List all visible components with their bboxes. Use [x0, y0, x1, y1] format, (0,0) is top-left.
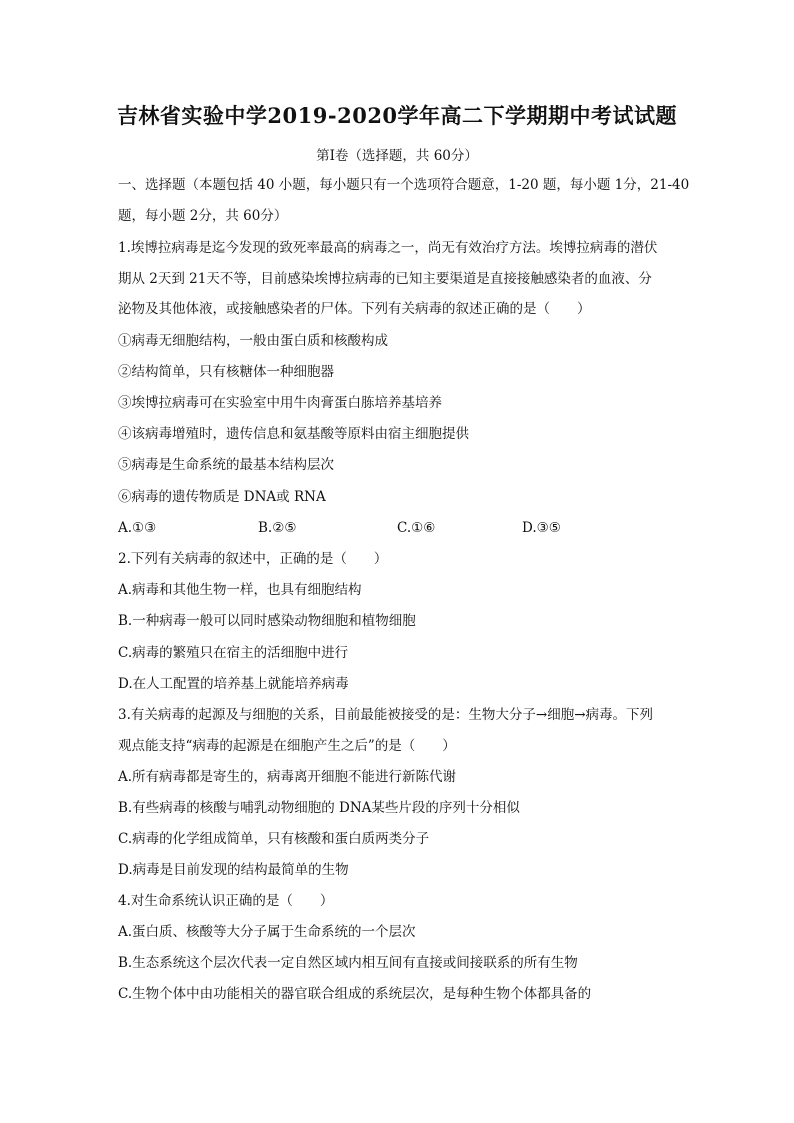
question-1-stem-line-1: 1.埃博拉病毒是迄今发现的致死率最高的病毒之一，尚无有效治疗方法。埃博拉病毒的潜伏	[118, 240, 658, 256]
question-2-option-b: B.一种病毒一般可以同时感染动物细胞和植物细胞	[118, 613, 416, 629]
question-1-option-c: C.①⑥	[397, 520, 436, 536]
question-1-option-b: B.②⑤	[258, 520, 297, 536]
question-1-statement-5: ⑤病毒是生命系统的最基本结构层次	[118, 457, 334, 473]
question-3-stem-line-2: 观点能支持“病毒的起源是在细胞产生之后”的是（ ）	[118, 738, 456, 754]
section-instructions-line-2: 题，每小题 2分，共 60分）	[118, 208, 288, 224]
question-3-stem-line-1: 3.有关病毒的起源及与细胞的关系，目前最能被接受的是：生物大分子→细胞→病毒。下列	[118, 707, 654, 723]
question-2-option-c: C.病毒的繁殖只在宿主的活细胞中进行	[118, 645, 349, 661]
question-3-option-c: C.病毒的化学组成简单，只有核酸和蛋白质两类分子	[118, 831, 430, 847]
question-1-option-d: D.③⑤	[522, 520, 561, 536]
question-4-option-c: C.生物个体中由功能相关的器官联合组成的系统层次，是每种生物个体都具备的	[118, 986, 592, 1002]
question-2-option-d: D.在人工配置的培养基上就能培养病毒	[118, 676, 349, 692]
question-1-option-a: A.①③	[118, 520, 157, 536]
question-2-option-a: A.病毒和其他生物一样，也具有细胞结构	[118, 582, 362, 598]
question-1-stem-line-2: 期从 2天到 21天不等，目前感染埃博拉病毒的已知主要渠道是直接接触感染者的血液、分	[118, 271, 652, 287]
question-4-stem: 4.对生命系统认识正确的是（ ）	[118, 893, 334, 909]
question-3-option-a: A.所有病毒都是寄生的，病毒离开细胞不能进行新陈代谢	[118, 769, 457, 785]
question-1-statement-6: ⑥病毒的遗传物质是 DNA或 RNA	[118, 489, 326, 505]
question-2-stem: 2.下列有关病毒的叙述中，正确的是（ ）	[118, 551, 388, 567]
exam-title: 吉林省实验中学2019-2020学年高二下学期期中考试试题	[116, 103, 678, 128]
question-1-statement-1: ①病毒无细胞结构，一般由蛋白质和核酸构成	[118, 333, 388, 349]
section-instructions-line-1: 一、选择题（本题包括 40 小题，每小题只有一个选项符合题意，1-20 题，每小题 1分，21-40	[118, 177, 690, 193]
question-1-stem-line-3: 泌物及其他体液，或接触感染者的尸体。下列有关病毒的叙述正确的是（ ）	[118, 301, 591, 317]
question-3-option-d: D.病毒是目前发现的结构最简单的生物	[118, 862, 349, 878]
question-1-statement-3: ③埃博拉病毒可在实验室中用牛肉膏蛋白胨培养基培养	[118, 395, 442, 411]
question-3-option-b: B.有些病毒的核酸与哺乳动物细胞的 DNA某些片段的序列十分相似	[118, 800, 520, 816]
part-heading: 第Ⅰ卷（选择题，共 60分）	[316, 148, 478, 164]
question-4-option-b: B.生态系统这个层次代表一定自然区域内相互间有直接或间接联系的所有生物	[118, 955, 578, 971]
question-1-statement-2: ②结构简单，只有核糖体一种细胞器	[118, 364, 334, 380]
question-4-option-a: A.蛋白质、核酸等大分子属于生命系统的一个层次	[118, 924, 416, 940]
question-1-statement-4: ④该病毒增殖时，遗传信息和氨基酸等原料由宿主细胞提供	[118, 426, 469, 442]
